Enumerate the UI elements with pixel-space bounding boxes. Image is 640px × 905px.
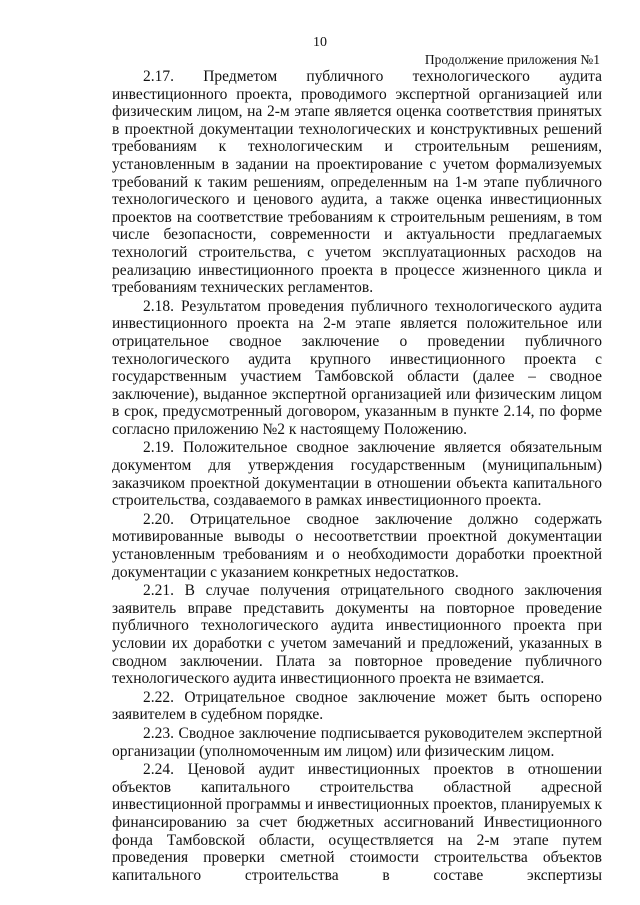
paragraph-text: Ценовой аудит инвестиционных проектов в отношении объектов капитального строительства областной адресной инвестиционной программы и инвестиционных проектов, планируемых к финансированию за счет бюджетных ассигнований Инвестиционного фонда Тамбовской области, осуществляется на 2-м этапе путем проведения проверки сметной стоимости строительства объектов капитального строительства в составе экспертизы <box>112 761 602 884</box>
paragraph-number: 2.19. <box>143 439 174 457</box>
document-body <box>112 68 602 884</box>
paragraph-2-19 <box>112 439 602 509</box>
paragraph-number: 2.18. <box>143 297 174 315</box>
paragraph-2-22 <box>112 689 602 724</box>
paragraph-2-20 <box>112 511 602 581</box>
paragraph-2-23 <box>112 725 602 760</box>
paragraph-text: Отрицательное сводное заключение должно содержать мотивированные выводы о несоответствии проектной документации установленным требованиям и о необходимости доработки проектной документации с указанием конкретных недостатков. <box>112 510 602 581</box>
paragraph-text: Положительное сводное заключение является обязательным документом для утверждения государственным (муниципальным) заказчиком проектной документации в отношении объекта капитального строительства, создаваемого в рамках инвестиционного проекта. <box>112 439 602 510</box>
appendix-label: Продолжение приложения №1 <box>424 52 600 67</box>
paragraph-number: 2.20. <box>143 510 174 528</box>
paragraph-text: Сводное заключение подписывается руководителем экспертной организации (уполномоченным им лицом) или физическим лицом. <box>112 724 603 760</box>
paragraph-text: Результатом проведения публичного технологического аудита инвестиционного проекта на 2-м этапе является положительное или отрицательное сводное заключение о проведении публичного технологического аудита крупного инвестиционного проекта с государственным участием Тамбовской области (далее – сводное заключение), выданное экспертной организацией или физическим лицом в срок, предусмотренный договором, указанным в пункте 2.14, по форме согласно приложению №2 к настоящему Положению. <box>112 297 602 438</box>
paragraph-number: 2.22. <box>143 688 174 706</box>
paragraph-number: 2.17. <box>143 68 174 85</box>
paragraph-number: 2.21. <box>143 582 174 600</box>
paragraph-2-17 <box>112 68 602 297</box>
page-number: 10 <box>313 35 327 50</box>
paragraph-text: Отрицательное сводное заключение может быть оспорено заявителем в судебном порядке. <box>112 688 602 724</box>
paragraph-2-24 <box>112 761 602 884</box>
paragraph-text: Предметом публичного технологического аудита инвестиционного проекта, проводимого экспертной организацией или физическим лицом, на 2-м этапе является оценка соответствия принятых в проектной документации технологических и конструктивных решений требованиям к технологическим и строительным решениям, установленным в задании на проектирование с учетом формализуемых требований к таким решениям, определенным на 1-м этапе публичного технологического и ценового аудита, а также оценка инвестиционных проектов на соответствие требованиям к строительным решениям, в том числе безопасности, современности и актуальности предлагаемых технологий строительства, с учетом эксплуатационных расходов на реализацию инвестиционного проекта в процессе жизненного цикла и требованиям технических регламентов. <box>112 68 602 297</box>
paragraph-number: 2.23. <box>143 724 174 742</box>
paragraph-2-18 <box>112 298 602 439</box>
paragraph-2-21 <box>112 582 602 688</box>
paragraph-number: 2.24. <box>143 761 174 779</box>
paragraph-text: В случае получения отрицательного сводного заключения заявитель вправе представить документы на повторное проведение публичного технологического аудита инвестиционного проекта при условии их доработки с учетом замечаний и предложений, указанных в сводном заключении. Плата за повторное проведение публичного технологического аудита инвестиционного проекта не взимается. <box>112 582 603 688</box>
